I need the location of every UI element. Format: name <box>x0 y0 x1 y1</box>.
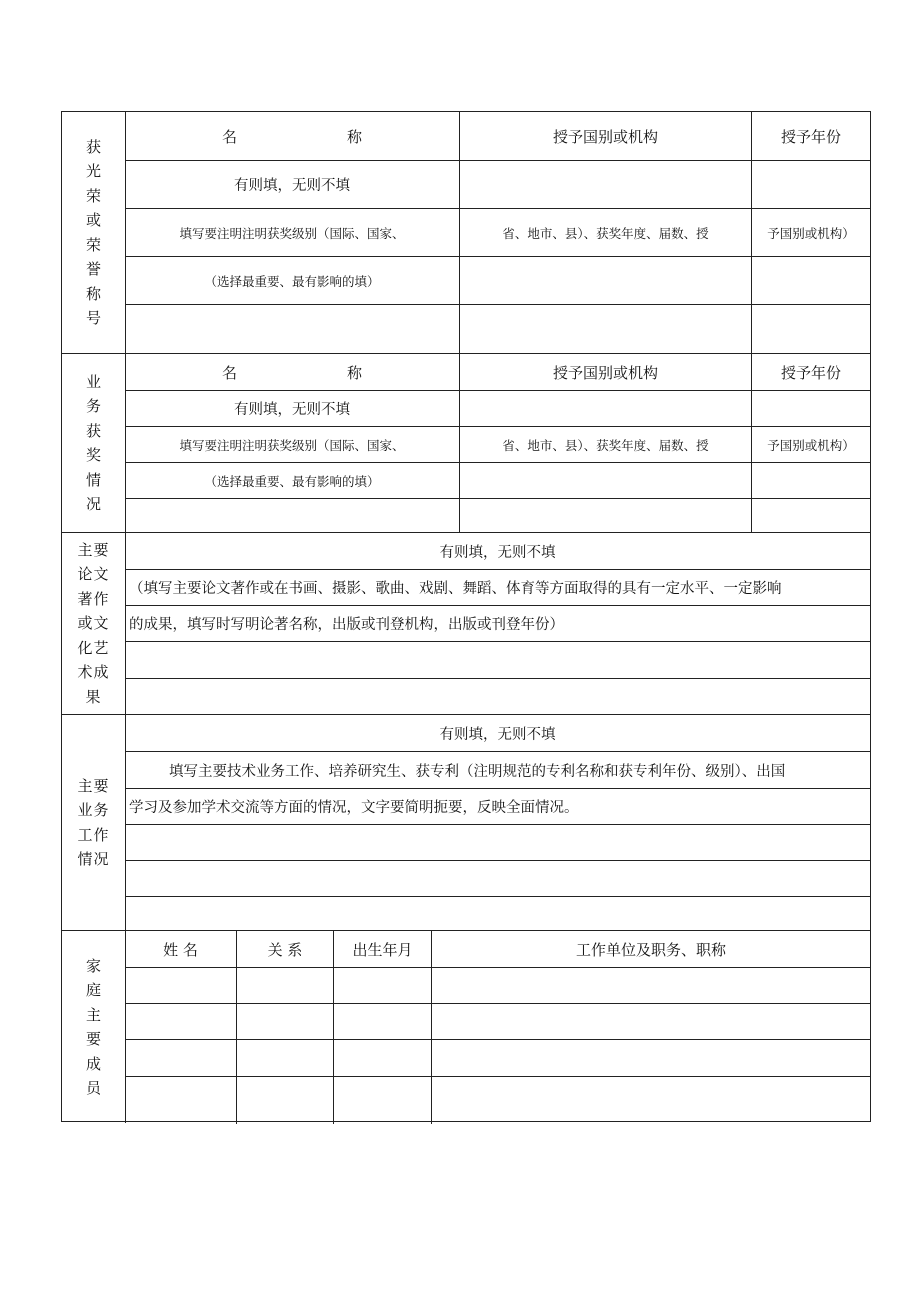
awards-year-cell[interactable] <box>751 499 870 533</box>
honors-note-fill: 有则填，无则不填 <box>234 178 350 194</box>
table-row <box>125 678 870 715</box>
table-row <box>125 426 870 462</box>
table-row <box>125 208 870 256</box>
work-label: 主要业务工作情况 <box>77 776 110 868</box>
awards-section <box>62 353 870 532</box>
awards-label: 业务获奖情况 <box>85 372 101 513</box>
family-birth-cell[interactable] <box>333 1077 431 1124</box>
papers-label-cell <box>62 533 126 714</box>
honors-org-cell[interactable] <box>459 257 751 304</box>
honors-name-header <box>125 112 459 160</box>
honors-select-note: （选择最重要、最有影响的填） <box>204 273 380 289</box>
work-section <box>62 714 870 930</box>
table-row <box>125 304 870 353</box>
awards-year-header: 授予年份 <box>751 354 870 390</box>
awards-instruction-b: 省、地市、县）、获奖年度、届数、授 <box>459 427 751 462</box>
table-row <box>125 788 870 824</box>
papers-entry-cell[interactable] <box>125 642 870 678</box>
family-work-cell[interactable] <box>431 1077 870 1124</box>
table-row <box>125 569 870 605</box>
papers-note-fill: 有则填，无则不填 <box>439 544 556 561</box>
family-section <box>62 930 870 1123</box>
awards-year-cell[interactable] <box>751 463 870 498</box>
awards-year-cell[interactable] <box>751 391 870 426</box>
work-label-cell <box>62 715 126 930</box>
papers-label: 主要论文著作或文化艺术成果 <box>77 540 110 706</box>
table-row <box>125 256 870 304</box>
honors-year-cell[interactable] <box>751 305 870 353</box>
family-birth-cell[interactable] <box>333 1004 431 1039</box>
family-work-cell[interactable] <box>431 968 870 1003</box>
table-row <box>125 605 870 641</box>
work-instruction-line-1: 填写主要技术业务工作、培养研究生、获专利（注明规范的专利名称和获专利年份、级别）、出国 <box>169 763 786 780</box>
honors-header-row <box>125 112 870 160</box>
table-row <box>125 160 870 208</box>
resume-form-table <box>61 111 871 1122</box>
family-name-cell[interactable] <box>125 1077 236 1124</box>
honors-section <box>62 112 870 353</box>
awards-org-cell[interactable] <box>459 499 751 533</box>
awards-instruction-a: 填写要注明注明获奖级别（国际、国家、 <box>179 437 405 453</box>
name-header-char-2: 称 <box>346 127 362 146</box>
awards-select-note: （选择最重要、最有影响的填） <box>204 473 380 489</box>
awards-label-cell <box>62 354 126 532</box>
table-row <box>125 751 870 788</box>
table-row <box>125 641 870 678</box>
papers-instruction-line-1: （填写主要论文著作或在书画、摄影、歌曲、戏剧、舞蹈、体育等方面取得的具有一定水平、一定影响 <box>129 581 782 597</box>
table-row <box>125 533 870 569</box>
papers-instruction-line-2: 的成果，填写时写明论著名称，出版或刊登机构，出版或刊登年份） <box>129 617 564 633</box>
honors-org-header: 授予国别或机构 <box>459 112 751 160</box>
family-name-cell[interactable] <box>125 1040 236 1076</box>
awards-name-cell[interactable] <box>125 499 459 533</box>
awards-header-row <box>125 354 870 390</box>
table-row <box>125 1003 870 1039</box>
work-entry-cell[interactable] <box>125 825 870 860</box>
papers-section <box>62 532 870 714</box>
honors-instruction-c: 予国别或机构） <box>751 209 870 256</box>
work-note-fill: 有则填，无则不填 <box>439 726 556 743</box>
family-header-row <box>125 931 870 967</box>
work-instruction-line-2: 学习及参加学术交流等方面的情况，文字要简明扼要，反映全面情况。 <box>129 800 579 816</box>
honors-year-header: 授予年份 <box>751 112 870 160</box>
awards-org-header: 授予国别或机构 <box>459 354 751 390</box>
honors-label: 获光荣或荣誉称号 <box>85 137 101 327</box>
honors-label-cell <box>62 112 126 353</box>
honors-instruction-a: 填写要注明注明获奖级别（国际、国家、 <box>179 225 405 241</box>
honors-org-cell[interactable] <box>459 161 751 208</box>
family-relation-cell[interactable] <box>236 1040 333 1076</box>
table-row <box>125 390 870 426</box>
work-entry-cell[interactable] <box>125 897 870 931</box>
family-label-cell <box>62 931 126 1123</box>
table-row <box>125 462 870 498</box>
papers-entry-cell[interactable] <box>125 679 870 715</box>
honors-name-cell[interactable] <box>125 305 459 353</box>
table-row <box>125 824 870 860</box>
family-work-cell[interactable] <box>431 1040 870 1076</box>
honors-instruction-b: 省、地市、县）、获奖年度、届数、授 <box>459 209 751 256</box>
honors-org-cell[interactable] <box>459 305 751 353</box>
family-relation-cell[interactable] <box>236 1004 333 1039</box>
awards-note-fill: 有则填，无则不填 <box>234 402 350 418</box>
family-work-header: 工作单位及职务、职称 <box>431 931 870 967</box>
table-row <box>125 498 870 533</box>
family-birth-cell[interactable] <box>333 1040 431 1076</box>
family-name-cell[interactable] <box>125 968 236 1003</box>
table-row <box>125 967 870 1003</box>
table-row <box>125 715 870 751</box>
family-name-cell[interactable] <box>125 1004 236 1039</box>
name-header-char-1: 名 <box>222 363 238 382</box>
work-entry-cell[interactable] <box>125 861 870 896</box>
awards-org-cell[interactable] <box>459 463 751 498</box>
family-name-header: 姓 名 <box>163 940 198 959</box>
table-row <box>125 1039 870 1076</box>
name-header-char-2: 称 <box>346 363 362 382</box>
family-relation-cell[interactable] <box>236 968 333 1003</box>
honors-year-cell[interactable] <box>751 257 870 304</box>
awards-name-header <box>125 354 459 390</box>
awards-org-cell[interactable] <box>459 391 751 426</box>
family-work-cell[interactable] <box>431 1004 870 1039</box>
table-row <box>125 896 870 931</box>
honors-year-cell[interactable] <box>751 161 870 208</box>
family-label: 家庭主要成员 <box>85 956 101 1097</box>
name-header-char-1: 名 <box>222 127 238 146</box>
awards-instruction-c: 予国别或机构） <box>751 427 870 462</box>
family-relation-cell[interactable] <box>236 1077 333 1124</box>
family-birth-cell[interactable] <box>333 968 431 1003</box>
family-birth-header: 出生年月 <box>333 931 431 967</box>
family-relation-header: 关 系 <box>236 931 333 967</box>
table-row <box>125 1076 870 1124</box>
table-row <box>125 860 870 896</box>
